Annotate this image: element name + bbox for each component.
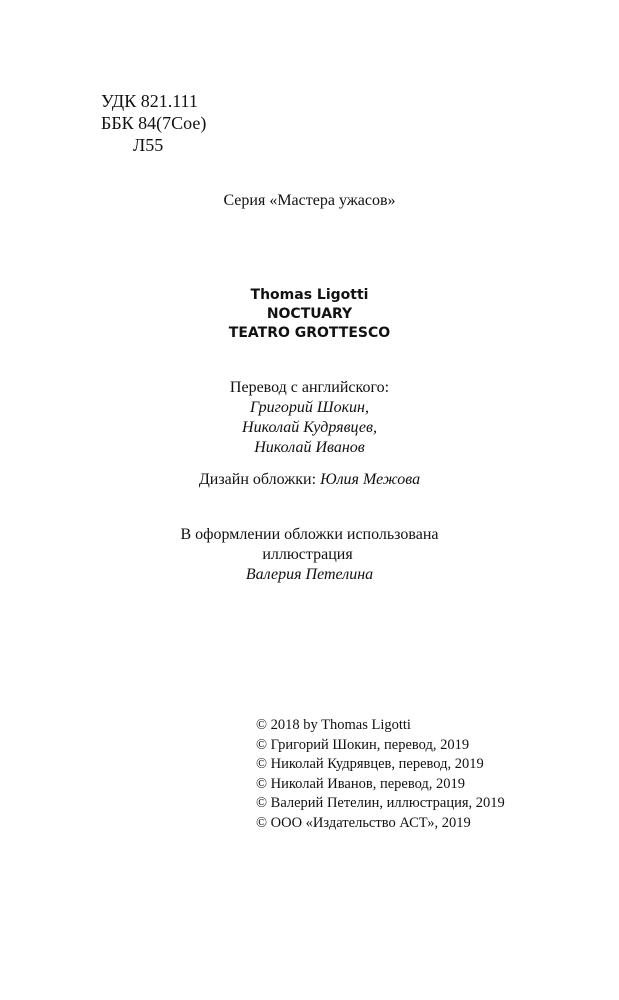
cover-designer-name: Юлия Межова xyxy=(320,471,421,488)
cover-design-line xyxy=(0,470,619,490)
original-title-1: NOCTUARY xyxy=(266,306,353,322)
translator-name: Николай Кудрявцев, xyxy=(242,419,377,436)
classification-codes xyxy=(101,90,206,156)
author-mark: Л55 xyxy=(133,135,164,155)
translation-block xyxy=(0,378,619,458)
udk-code: УДК 821.111 xyxy=(101,91,198,111)
copyright-line: © Валерий Петелин, иллюстрация, 2019 xyxy=(256,795,505,811)
copyright-line: © 2018 by Thomas Ligotti xyxy=(256,717,411,733)
illustration-line-1: В оформлении обложки использована xyxy=(180,526,439,543)
original-author: Thomas Ligotti xyxy=(250,287,369,303)
original-title-block xyxy=(0,286,619,343)
cover-design-label: Дизайн обложки: xyxy=(198,471,321,488)
copyright-line: © Николай Иванов, перевод, 2019 xyxy=(256,775,466,792)
translator-name: Николай Иванов xyxy=(254,439,365,456)
copyright-line: © Григорий Шокин, перевод, 2019 xyxy=(256,736,470,753)
series-line: Серия «Мастера ужасов» xyxy=(223,192,396,209)
original-title-2: TEATRO GROTTESCO xyxy=(228,325,391,341)
illustration-line-2 xyxy=(0,545,619,585)
illustration-prefix: иллюстрация xyxy=(262,546,357,563)
translation-label: Перевод с английского: xyxy=(229,379,390,396)
copyright-line: © Николай Кудрявцев, перевод, 2019 xyxy=(256,756,484,772)
illustration-note xyxy=(0,525,619,585)
copyright-line: © ООО «Издательство АСТ», 2019 xyxy=(256,814,471,831)
copyright-block xyxy=(256,716,505,833)
translator-name: Григорий Шокин, xyxy=(249,399,369,416)
illustrator-name: Валерия Петелина xyxy=(245,566,374,583)
bbk-code: ББК 84(7Сое) xyxy=(101,113,207,133)
